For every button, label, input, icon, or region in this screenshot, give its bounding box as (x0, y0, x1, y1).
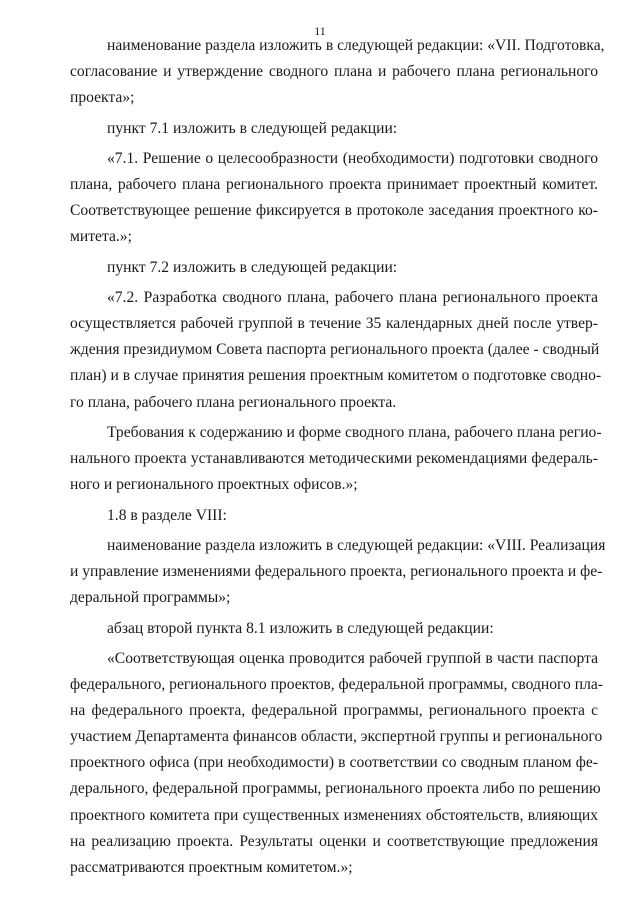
text-line: ждения президиумом Совета паспорта регионального проекта (далее - сводный (70, 341, 600, 358)
text-line: митета.»; (70, 228, 132, 245)
text-line: деральной программы»; (70, 589, 231, 606)
text-line: плана, рабочего плана регионального проекта принимает проектный комитет. (70, 176, 598, 193)
text-line: участием Департамента финансов области, экспертной группы и регионального (70, 728, 603, 745)
text-line: наименование раздела изложить в следующей редакции: «VII. Подготовка, (107, 37, 605, 54)
text-line: на федерального проекта, федеральной программы, регионального проекта с (70, 702, 598, 719)
text-line: «7.2. Разработка сводного плана, рабочего плана регионального проекта (107, 289, 598, 306)
text-line: «7.1. Решение о целесообразности (необходимости) подготовки сводного (107, 150, 598, 167)
text-line: согласование и утверждение сводного плана и рабочего плана регионального (70, 63, 598, 80)
text-line: осуществляется рабочей группой в течение 35 календарных дней после утвер- (70, 315, 598, 332)
text-line: и управление изменениями федерального проекта, регионального проекта и фе- (70, 563, 603, 580)
text-line: федерального, регионального проектов, федеральной программы, сводного пла- (70, 676, 603, 693)
text-line: пункт 7.2 изложить в следующей редакции: (107, 259, 398, 276)
text-line: ного и регионального проектных офисов.»; (70, 476, 358, 493)
text-line: на реализацию проекта. Результаты оценки и соответствующие предложения (70, 833, 598, 850)
text-line: рассматриваются проектным комитетом.»; (70, 859, 353, 876)
text-line: абзац второй пункта 8.1 изложить в следующей редакции: (107, 620, 494, 637)
text-line: проектного комитета при существенных изменениях обстоятельств, влияющих (70, 807, 598, 824)
text-line: план) и в случае принятия решения проектным комитетом о подготовке сводно- (70, 367, 602, 384)
page-number: 11 (314, 24, 326, 38)
text-line: дерального, федеральной программы, регионального проекта либо по решению (70, 780, 601, 797)
text-line: Требования к содержанию и форме сводного плана, рабочего плана регио- (107, 424, 602, 441)
text-line: «Соответствующая оценка проводится рабочей группой в части паспорта (107, 650, 598, 667)
text-line: нального проекта устанавливаются методическими рекомендациями федераль- (70, 450, 598, 467)
text-line: 1.8 в разделе VIII: (107, 507, 227, 524)
text-line: Соответствующее решение фиксируется в протоколе заседания проектного ко- (70, 202, 598, 219)
text-line: наименование раздела изложить в следующей редакции: «VIII. Реализация (107, 537, 606, 554)
text-line: проектного офиса (при необходимости) в соответствии со сводным планом фе- (70, 754, 598, 771)
text-line: проекта»; (70, 89, 135, 106)
text-line: го плана, рабочего плана регионального проекта. (70, 394, 397, 411)
text-line: пункт 7.1 изложить в следующей редакции: (107, 120, 398, 137)
